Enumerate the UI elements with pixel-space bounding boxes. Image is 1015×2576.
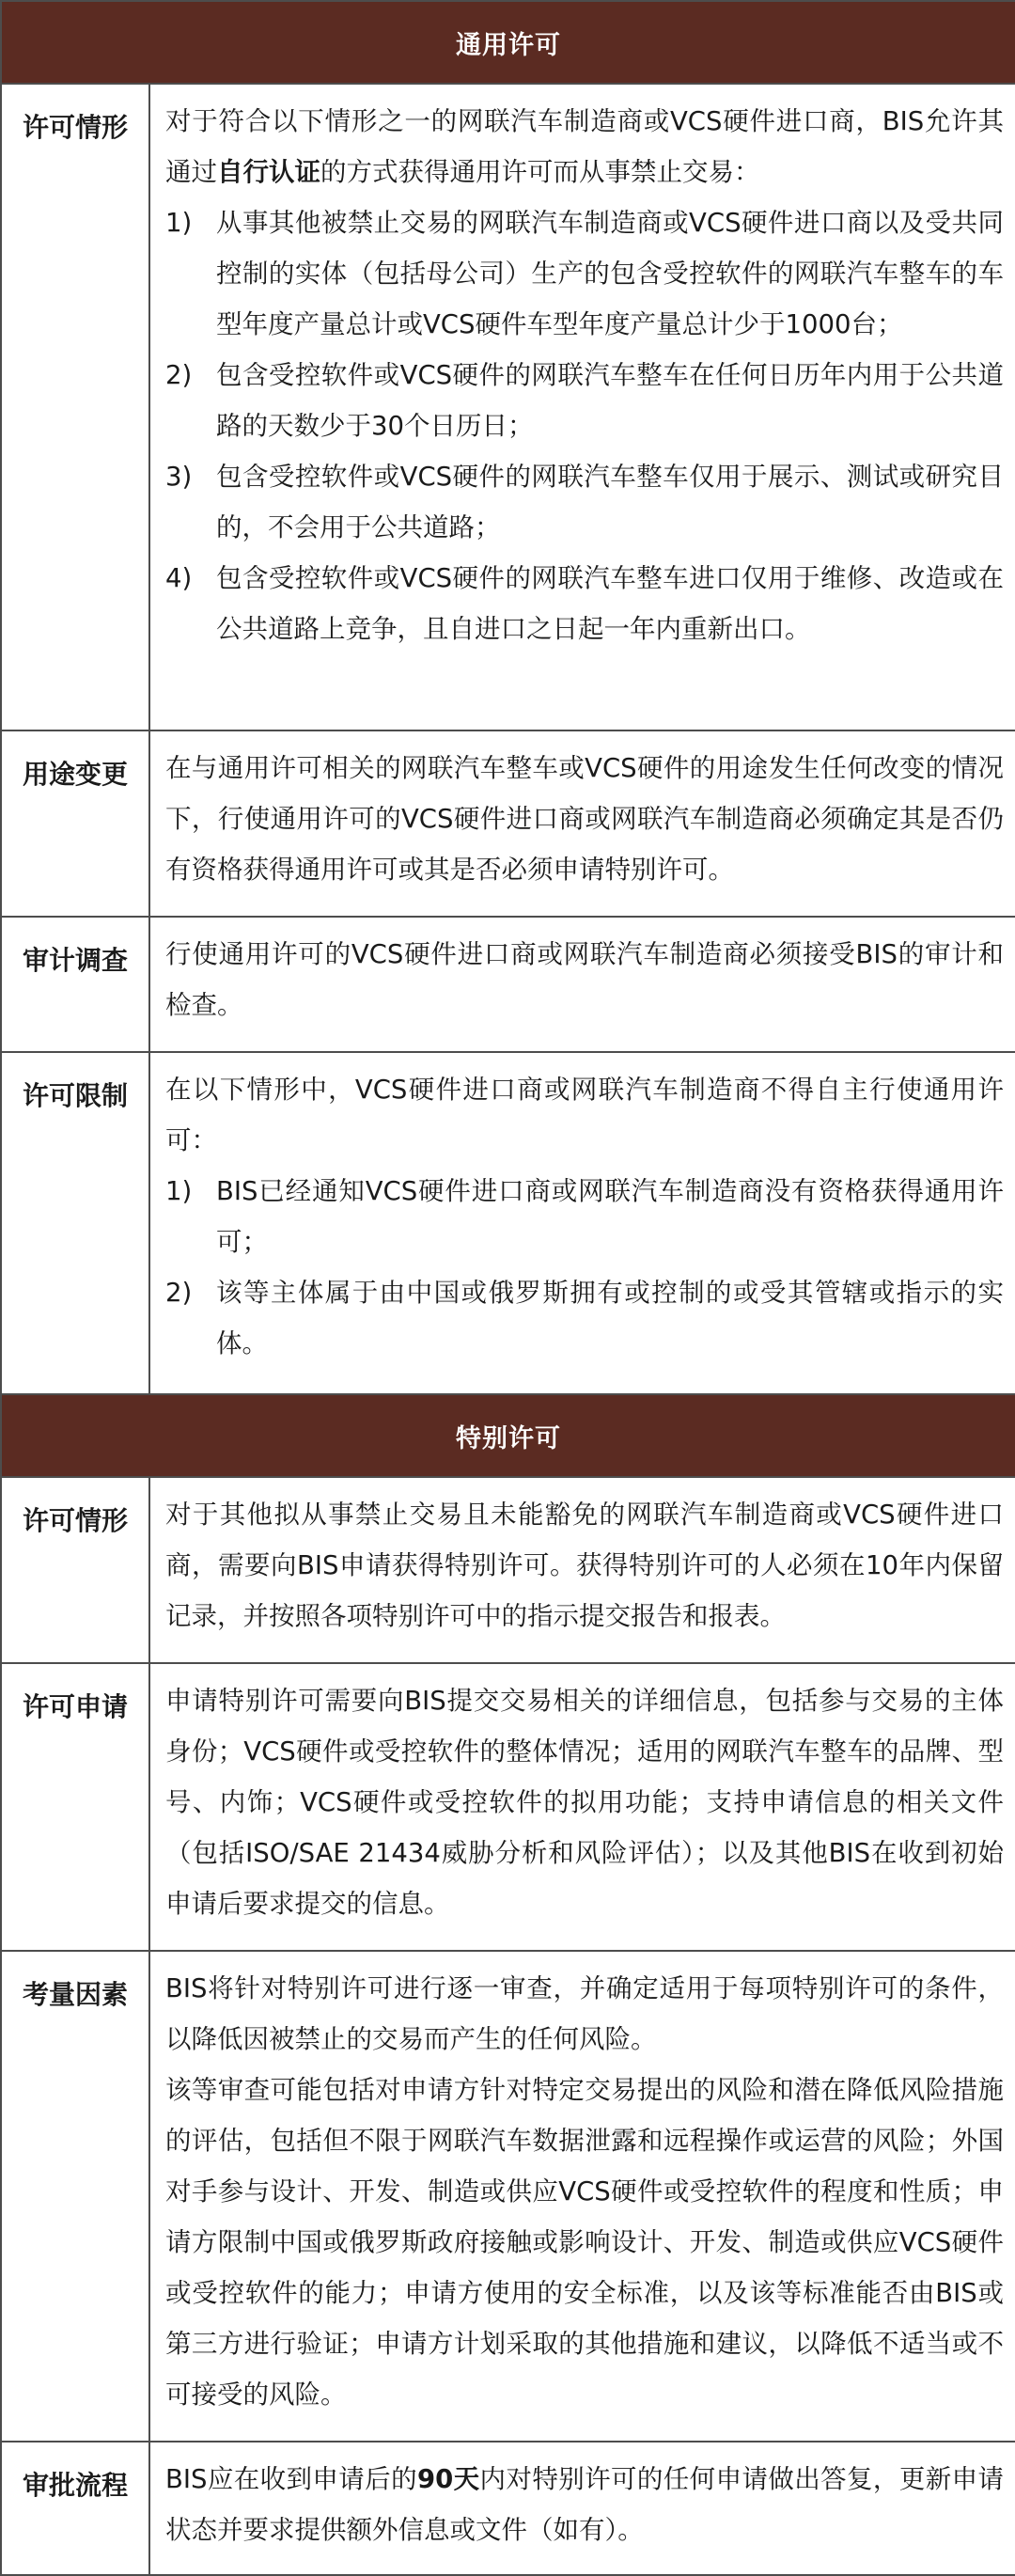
list-item — [165, 197, 1004, 350]
scenarios-intro — [165, 96, 1004, 197]
row-label: 考量因素 — [1, 1951, 149, 2442]
special-row-application — [1, 1663, 1015, 1951]
row-content — [149, 2442, 1015, 2575]
row-label: 用途变更 — [1, 730, 149, 917]
general-row-use-change — [1, 730, 1015, 917]
list-item — [165, 451, 1004, 553]
special-row-considerations — [1, 1951, 1015, 2442]
considerations-para-2: 该等审查可能包括对申请方针对特定交易提出的风险和潜在降低风险措施的评估，包括但不限于网联汽车数据泄露和远程操作或运营的风险；外国对手参与设计、开发、制造或供应VCS硬件或受控软件的程度和性质；申请方限制中国或俄罗斯政府接触或影响设计、开发、制造或供应VCS硬件或受控软件的能力；申请方使用的安全标准，以及该等标准能否由BIS或第三方进行验证；申请方计划采取的其他措施和建议，以降低不适当或不可接受的风险。 — [165, 2075, 1004, 2410]
list-number: 4) — [165, 563, 193, 593]
list-item — [165, 553, 1004, 654]
row-content — [149, 1951, 1015, 2442]
row-label: 审计调查 — [1, 917, 149, 1052]
list-item-text: 包含受控软件或VCS硬件的网联汽车整车在任何日历年内用于公共道路的天数少于30个日历日； — [216, 360, 1004, 441]
row-content — [149, 1052, 1015, 1394]
list-item-text: 该等主体属于由中国或俄罗斯拥有或控制的或受其管辖或指示的实体。 — [216, 1278, 1004, 1359]
approval-text: BIS应在收到申请后的 — [165, 2464, 417, 2494]
list-number: 3) — [165, 462, 193, 492]
row-label: 许可申请 — [1, 1663, 149, 1951]
general-row-restrictions — [1, 1052, 1015, 1394]
intro-bold-text: 自行认证 — [217, 157, 320, 187]
row-content: 在与通用许可相关的网联汽车整车或VCS硬件的用途发生任何改变的情况下，行使通用许可的VCS硬件进口商或网联汽车制造商必须确定其是否仍有资格获得通用许可或其是否必须申请特别许可。 — [149, 730, 1015, 917]
list-item-text: 包含受控软件或VCS硬件的网联汽车整车进口仅用于维修、改造或在公共道路上竞争，且自进口之日起一年内重新出口。 — [216, 563, 1004, 644]
list-item-text: 从事其他被禁止交易的网联汽车制造商或VCS硬件进口商以及受共同控制的实体（包括母公司）生产的包含受控软件的网联汽车整车的车型年度产量总计或VCS硬件车型年度产量总计少于1000台； — [216, 208, 1004, 339]
row-label: 许可情形 — [1, 84, 149, 730]
scenarios-list — [165, 197, 1004, 654]
considerations-para-1: BIS将针对特别许可进行逐一审查，并确定适用于每项特别许可的条件，以降低因被禁止的交易而产生的任何风险。 — [165, 1973, 1004, 2054]
intro-text-end: 的方式获得通用许可而从事禁止交易： — [320, 157, 760, 187]
list-item-text: 包含受控软件或VCS硬件的网联汽车整车仅用于展示、测试或研究目的，不会用于公共道路； — [216, 462, 1004, 542]
restrictions-intro: 在以下情形中，VCS硬件进口商或网联汽车制造商不得自主行使通用许可： — [165, 1075, 1004, 1155]
list-item — [165, 350, 1004, 451]
general-row-audit — [1, 917, 1015, 1052]
restrictions-list — [165, 1166, 1004, 1369]
special-row-approval — [1, 2442, 1015, 2575]
list-item — [165, 1267, 1004, 1369]
approval-text-end: 内对特别许可的任何申请做出答复，更新申请状态并要求提供额外信息或文件（如有）。 — [165, 2464, 1004, 2545]
row-content: 申请特别许可需要向BIS提交交易相关的详细信息，包括参与交易的主体身份；VCS硬件或受控软件的整体情况；适用的网联汽车整车的品牌、型号、内饰；VCS硬件或受控软件的拟用功能；支持申请信息的相关文件（包括ISO/SAE 21434威胁分析和风险评估）；以及其他BIS在收到初始申请后要求提交的信息。 — [149, 1663, 1015, 1951]
special-license-header-row — [1, 1394, 1015, 1477]
approval-days-bold: 90天 — [416, 2464, 480, 2494]
list-item — [165, 1166, 1004, 1267]
row-label: 审批流程 — [1, 2442, 149, 2575]
list-number: 1) — [165, 1176, 193, 1206]
list-number: 2) — [165, 360, 193, 390]
list-number: 1) — [165, 208, 193, 238]
row-content — [149, 84, 1015, 730]
special-row-scenarios — [1, 1477, 1015, 1663]
row-content: 对于其他拟从事禁止交易且未能豁免的网联汽车制造商或VCS硬件进口商，需要向BIS申请获得特别许可。获得特别许可的人必须在10年内保留记录，并按照各项特别许可中的指示提交报告和报表。 — [149, 1477, 1015, 1663]
general-license-header: 通用许可 — [1, 1, 1015, 84]
list-number: 2) — [165, 1278, 193, 1308]
row-label: 许可情形 — [1, 1477, 149, 1663]
special-license-header: 特别许可 — [1, 1394, 1015, 1477]
intro-text: 对于符合以下情形之一的网联汽车制造商或VCS硬件进口商，BIS允许其通过 — [165, 106, 1004, 187]
general-license-header-row — [1, 1, 1015, 84]
list-item-text: BIS已经通知VCS硬件进口商或网联汽车制造商没有资格获得通用许可； — [216, 1176, 1004, 1257]
row-label: 许可限制 — [1, 1052, 149, 1394]
row-content: 行使通用许可的VCS硬件进口商或网联汽车制造商必须接受BIS的审计和检查。 — [149, 917, 1015, 1052]
general-row-scenarios — [1, 84, 1015, 730]
